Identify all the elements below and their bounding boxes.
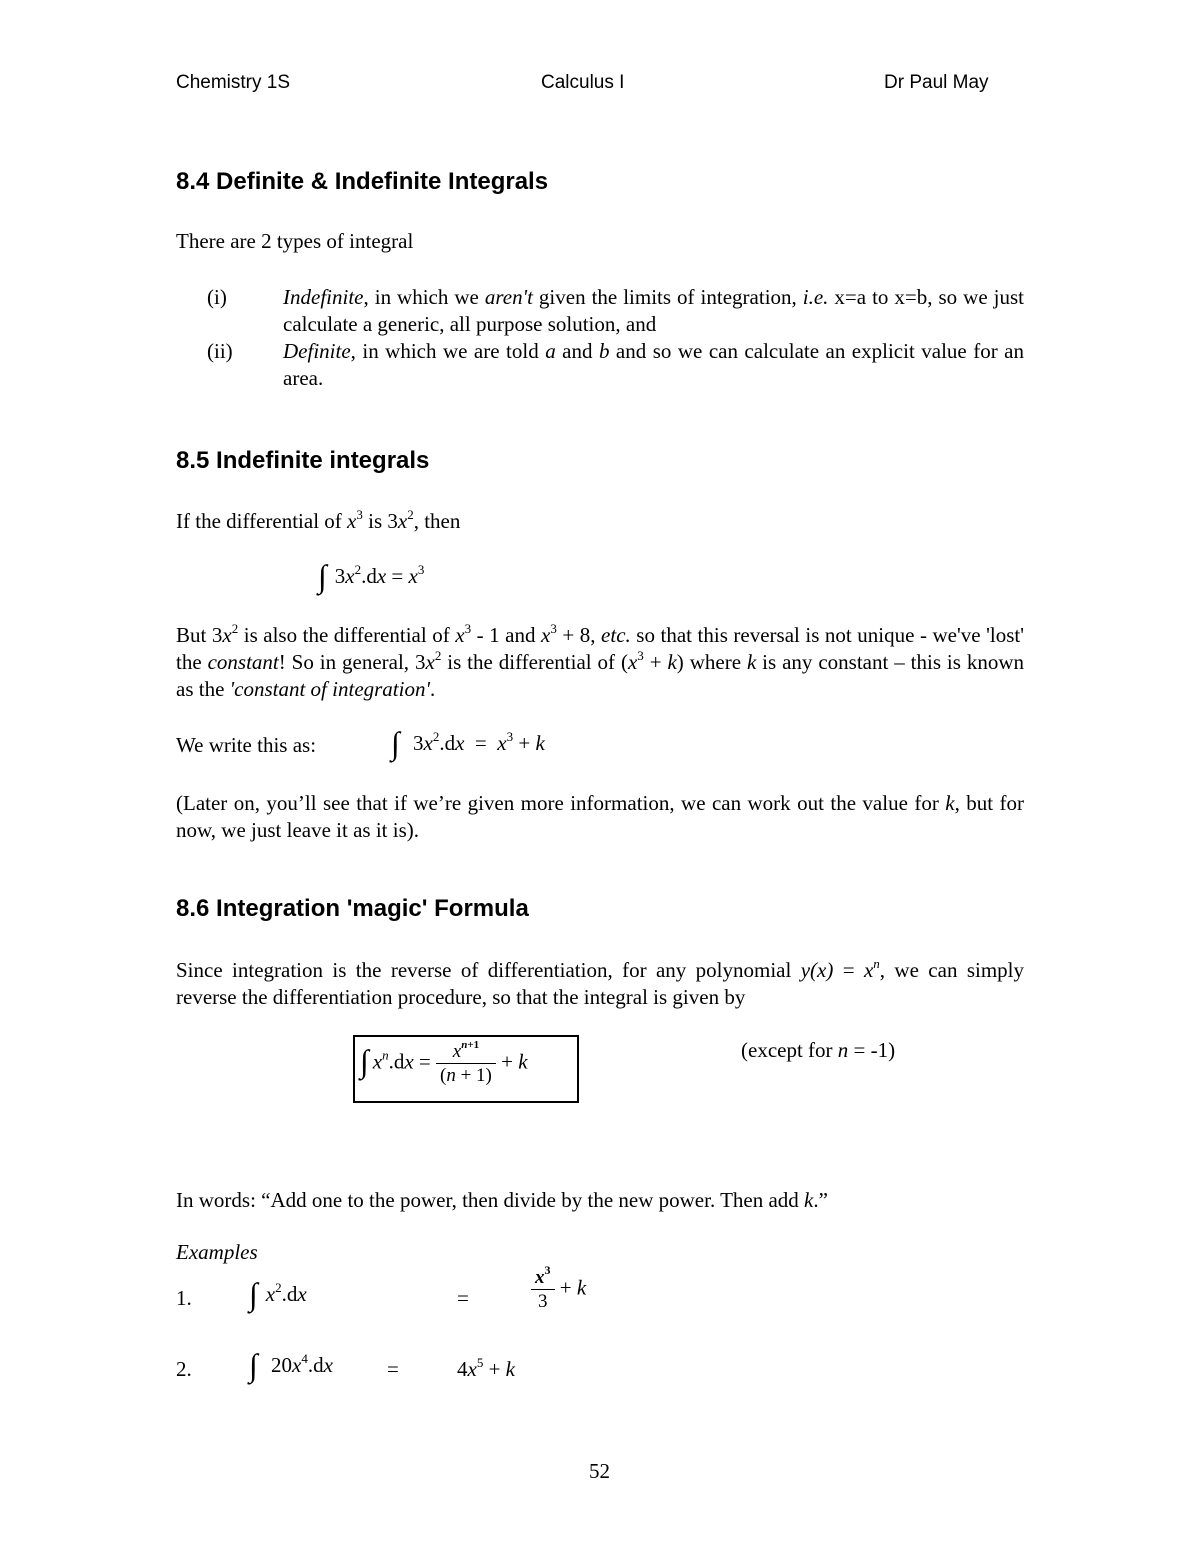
section-8-5-later-note: (Later on, you’ll see that if we’re given more information, we can work out the value for k, but for now, we just leave it as it is). bbox=[176, 791, 1024, 842]
section-8-5-intro: If the differential of $x^3$ is $3x^2$, then bbox=[176, 507, 461, 533]
example-1-equals: = bbox=[457, 1286, 469, 1310]
section-8-4-title: 8.4 Definite & Indefinite Integrals bbox=[176, 168, 549, 195]
example-1-number: 1. bbox=[176, 1286, 192, 1310]
example-1-integral: ∫ $x^2.dx$ bbox=[249, 1276, 307, 1312]
list-item-1-number: (i) bbox=[207, 285, 227, 309]
example-2-number: 2. bbox=[176, 1357, 192, 1381]
section-8-5-title: 8.5 Indefinite integrals bbox=[176, 447, 430, 474]
section-8-5-paragraph-constant: But $3x^2$ is also the differential of $x^3 - 1$ and $x^3 + 8$, etc. so that this reversal is not unique - we've 'lost' the constant! So in general, $3x^2$ is the differential of $(x^3 + k)$ where k is any constant – this is known as the 'constant of integration'. bbox=[176, 621, 1025, 701]
magic-formula: ∫ $x^n.dx$ = $\frac{x^{n+1}}{(n + 1)}$ + k bbox=[360, 1039, 528, 1086]
equation-integral-3x2: ∫ $3x^2.dx = x^3$ bbox=[318, 558, 425, 594]
header-topic: Calculus I bbox=[541, 72, 625, 93]
example-2-result: $4x^5 + k$ bbox=[457, 1355, 515, 1381]
formula-in-words: In words: “Add one to the power, then divide by the new power. Then add k.” bbox=[176, 1188, 828, 1212]
section-8-6-intro: Since integration is the reverse of differentiation, for any polynomial $y(x) = x^n$, we can simply reverse the differentiation procedure, so that the integral is given by bbox=[176, 956, 1025, 1009]
list-item-2-number: (ii) bbox=[207, 339, 233, 363]
list-item-2-text: Definite, in which we are told a and b and so we can calculate an explicit value for an area. bbox=[283, 339, 1024, 390]
section-8-4-intro: There are 2 types of integral bbox=[176, 229, 414, 253]
list-item-1-text: Indefinite, in which we aren't given the limits of integration, i.e. x=a to x=b, so we just calculate a generic, all purpose solution, and bbox=[283, 285, 1025, 336]
section-8-6-title: 8.6 Integration 'magic' Formula bbox=[176, 895, 529, 922]
header-course: Chemistry 1S bbox=[176, 72, 291, 93]
equation-integral-with-constant: ∫ $3x^2.dx = x^3 + k$ bbox=[391, 725, 545, 761]
example-1-result: $\frac{x^3}{3}$ + k bbox=[531, 1268, 586, 1311]
formula-exception-note: (except for n = -1) bbox=[741, 1038, 896, 1062]
header-author: Dr Paul May bbox=[884, 72, 989, 93]
example-2-equals: = bbox=[387, 1357, 399, 1381]
example-2-integral: ∫ $20x^4.dx$ bbox=[249, 1347, 333, 1383]
examples-heading: Examples bbox=[176, 1240, 258, 1264]
page-number: 52 bbox=[589, 1459, 610, 1483]
write-this-label: We write this as: bbox=[176, 733, 317, 757]
